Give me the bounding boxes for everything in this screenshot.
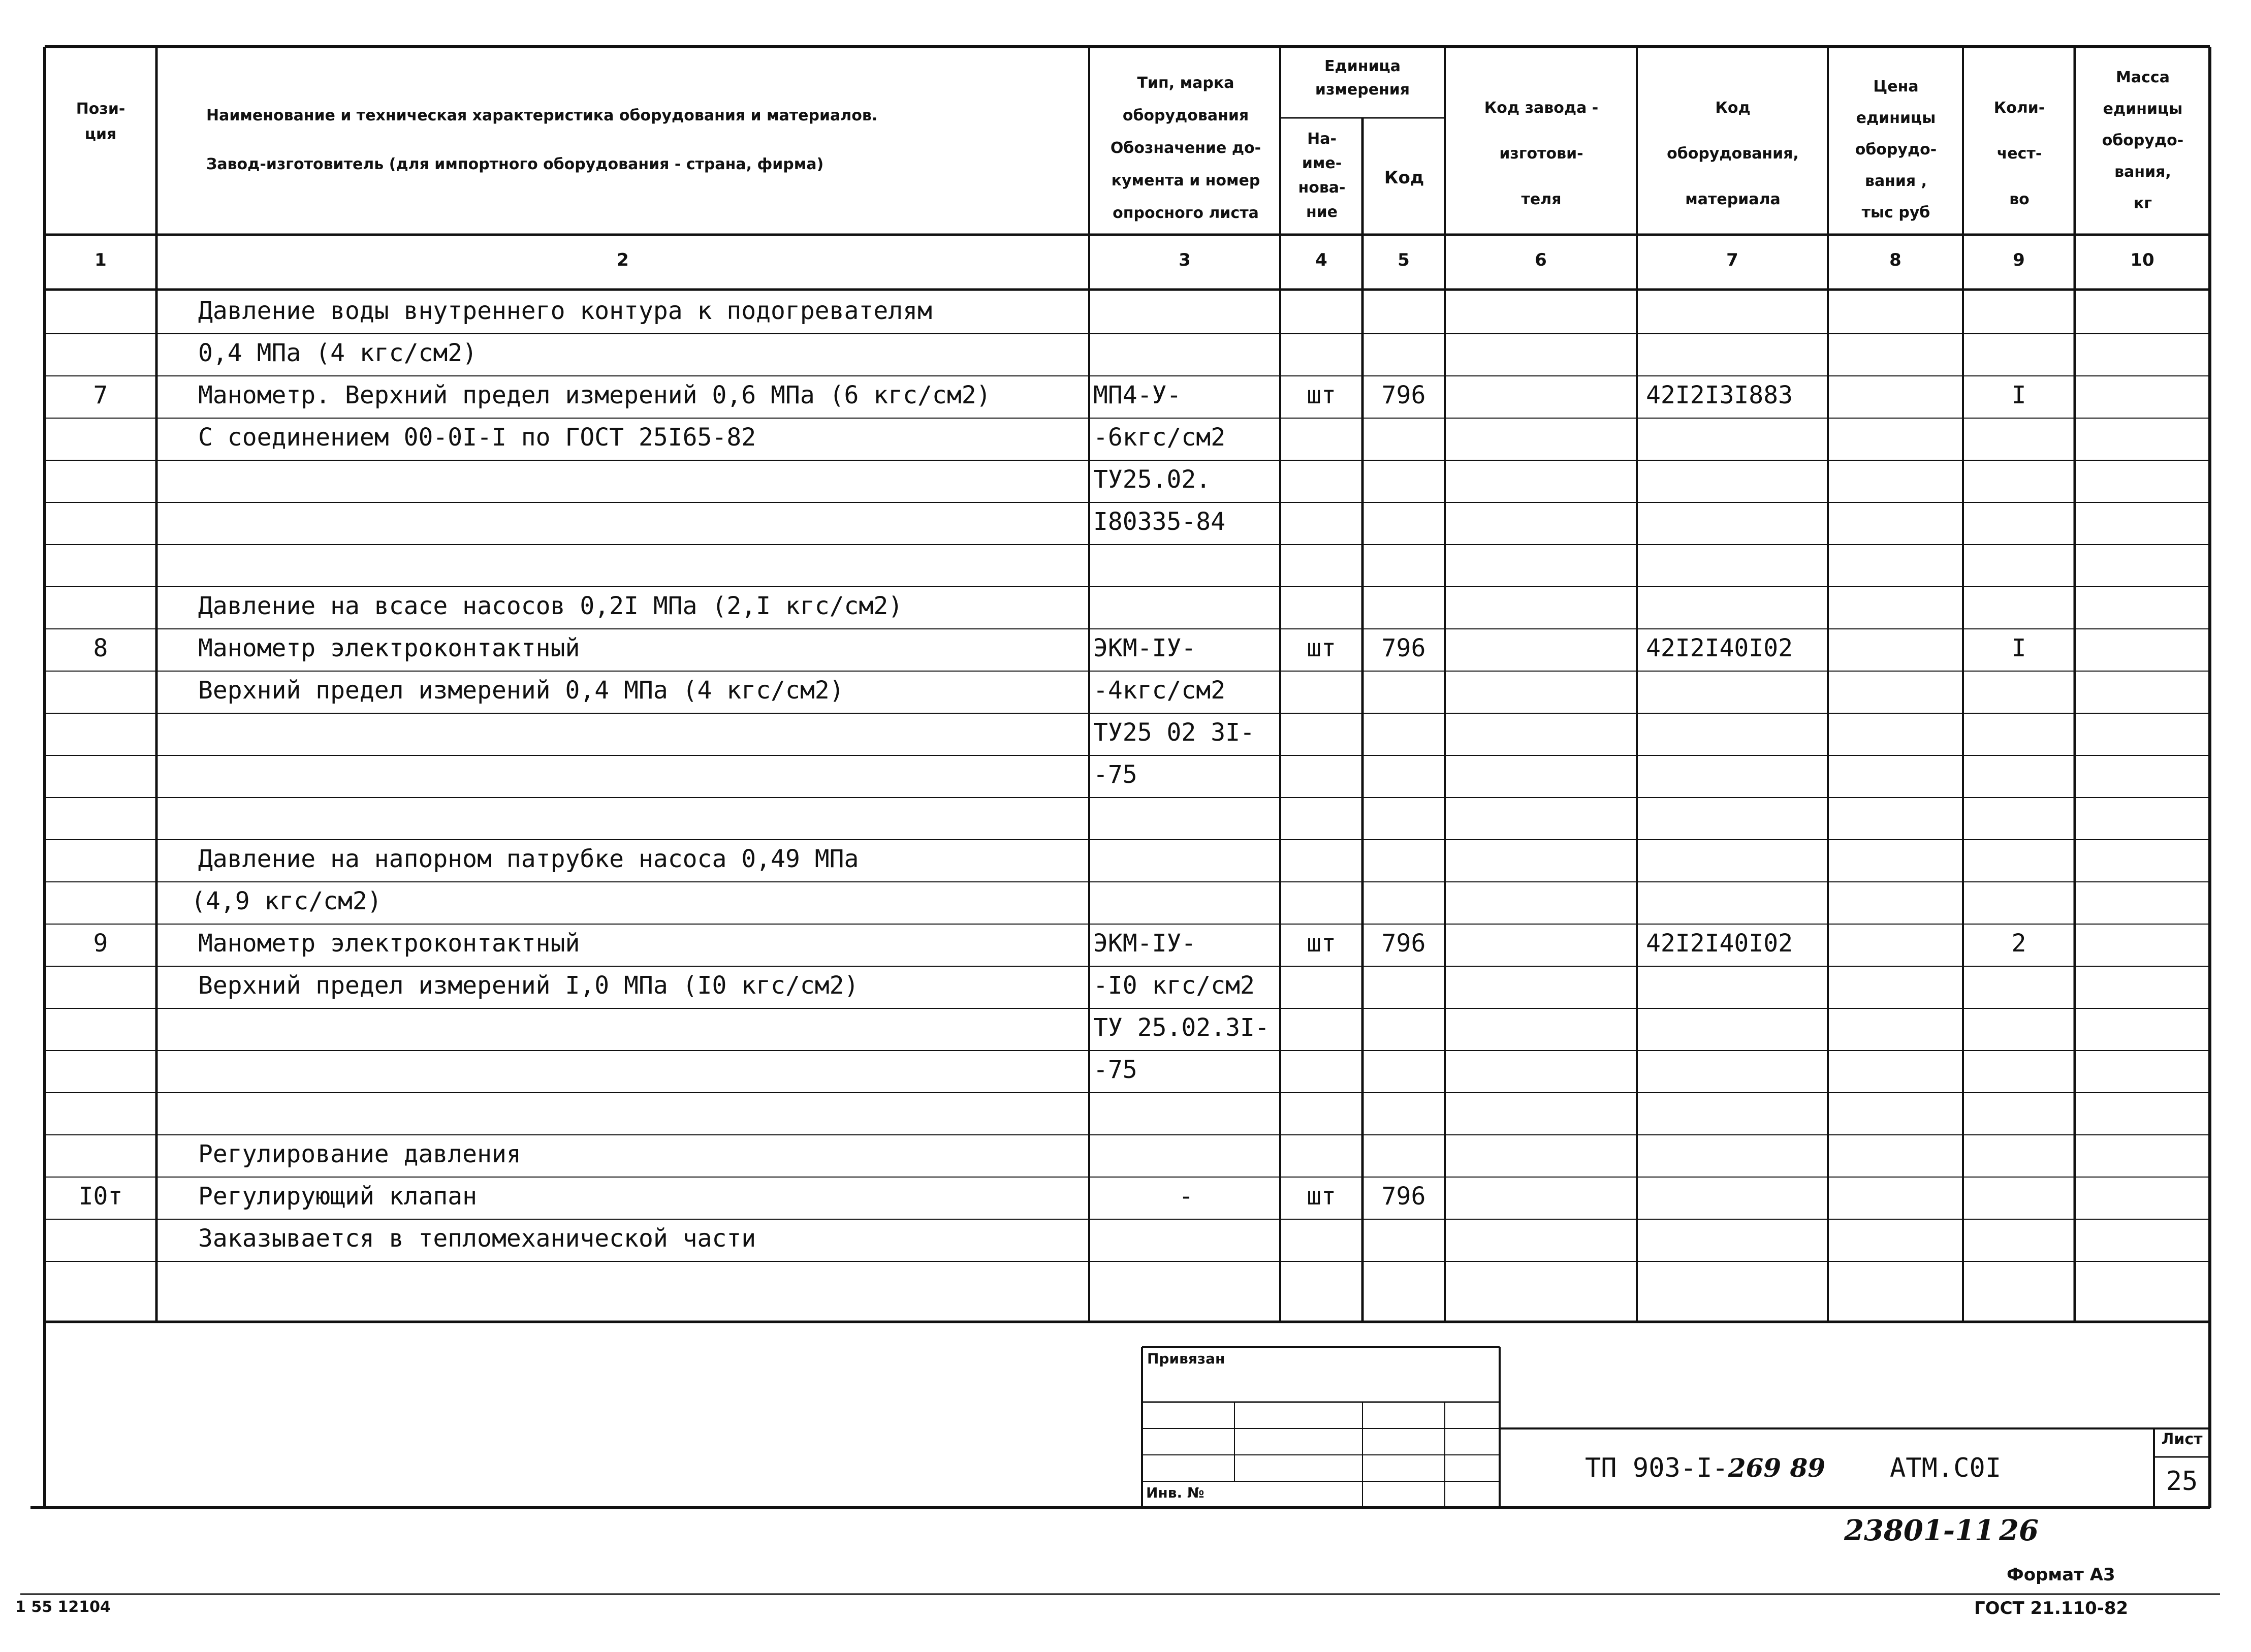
cell-name: [198, 1259, 1087, 1302]
cell-name: С соединением 00-0I-I по ГОСТ 25I65-82: [198, 423, 756, 452]
header-col-position-line2: ция: [84, 125, 117, 143]
cell-position: [45, 332, 156, 374]
stamp-document-code: ТП 903-I-: [1585, 1453, 1728, 1483]
cell-quantity: [1963, 500, 2075, 543]
cell-unit: [1280, 500, 1362, 543]
cell-position: [45, 1217, 156, 1260]
header-col-factory-line1: Код завода -: [1484, 99, 1599, 117]
cell-position: [45, 880, 156, 923]
cell-position: [45, 458, 156, 501]
cell-name: Верхний предел измерений I,0 МПа (I0 кгс/см2): [198, 971, 859, 1000]
cell-position: [45, 964, 156, 1007]
cell-unit: [1280, 880, 1362, 923]
cell-unit: шт: [1307, 381, 1336, 409]
header-col-qty-line3: во: [2009, 190, 2030, 208]
column-number: 1: [94, 250, 107, 270]
cell-name: Манометр электроконтактный: [198, 634, 580, 662]
cell-position: 8: [93, 634, 108, 662]
cell-equipment-code: [1646, 1175, 1827, 1218]
column-number: 9: [2013, 250, 2025, 270]
header-col-type-line3: Обозначение до-: [1110, 139, 1261, 157]
cell-type: [1093, 796, 1279, 838]
cell-position: [45, 669, 156, 712]
cell-quantity: [1963, 290, 2075, 332]
cell-equipment-code: 42I2I3I883: [1646, 381, 1793, 409]
header-col-type-line1: Тип, марка: [1137, 74, 1234, 92]
header-col-name-line2: Завод-изготовитель (для импортного оборудования - страна, фирма): [206, 155, 824, 173]
cell-equipment-code: [1646, 711, 1827, 754]
header-col-unit-name-line1: На-: [1307, 130, 1337, 148]
cell-position: I0т: [78, 1182, 123, 1211]
column-number: 5: [1398, 250, 1410, 270]
stamp-document-code-handwritten: 269 89: [1728, 1453, 1826, 1483]
cell-unit-code: [1362, 796, 1445, 838]
cell-unit-code: [1362, 880, 1445, 923]
cell-position: 7: [93, 381, 108, 409]
cell-unit: [1280, 585, 1362, 627]
header-col-mass-line5: кг: [2133, 195, 2152, 212]
cell-position: [45, 290, 156, 332]
cell-type: -75: [1093, 760, 1137, 789]
cell-type: [1093, 585, 1279, 627]
stamp-inventory-label: Инв. №: [1146, 1484, 1204, 1501]
cell-quantity: [1963, 964, 2075, 1007]
cell-quantity: [1963, 1049, 2075, 1091]
cell-name: Давление на напорном патрубке насоса 0,49 МПа: [198, 845, 859, 873]
header-col-name-line1: Наименование и техническая характеристика оборудования и материалов.: [206, 107, 878, 124]
cell-name: [198, 1091, 1087, 1133]
cell-equipment-code: [1646, 1217, 1827, 1260]
cell-unit: [1280, 1259, 1362, 1302]
cell-position: [45, 1259, 156, 1302]
cell-unit: [1280, 1133, 1362, 1176]
cell-type: ТУ25 02 3I-: [1093, 718, 1255, 747]
header-col-mass-line2: единицы: [2103, 100, 2183, 118]
cell-name: Давление воды внутреннего контура к подогревателям: [198, 297, 932, 325]
cell-position: [45, 1006, 156, 1049]
handwritten-page-number: 26: [1999, 1514, 2039, 1547]
cell-unit: [1280, 1049, 1362, 1091]
cell-unit: [1280, 1006, 1362, 1049]
cell-unit: [1280, 332, 1362, 374]
cell-type: -I0 кгс/см2: [1093, 971, 1255, 1000]
cell-unit: [1280, 796, 1362, 838]
cell-equipment-code: [1646, 458, 1827, 501]
cell-quantity: [1963, 543, 2075, 585]
cell-equipment-code: [1646, 585, 1827, 627]
cell-type: [1093, 332, 1279, 374]
column-number: 10: [2130, 250, 2154, 270]
cell-name: Манометр электроконтактный: [198, 929, 580, 958]
cell-unit-code: [1362, 1217, 1445, 1260]
cell-name: [198, 796, 1087, 838]
header-col-qty-line1: Коли-: [1993, 99, 2045, 117]
cell-unit: [1280, 753, 1362, 796]
cell-unit-code: 796: [1381, 929, 1426, 958]
cell-unit: шт: [1307, 634, 1336, 662]
cell-name: [198, 1006, 1087, 1049]
column-number: 6: [1535, 250, 1547, 270]
cell-unit-code: [1362, 290, 1445, 332]
cell-position: [45, 500, 156, 543]
cell-type: [1093, 1133, 1279, 1176]
header-col-factory-line3: теля: [1521, 190, 1562, 208]
header-col-mass-line3: оборудо-: [2102, 132, 2184, 149]
cell-type: [1093, 1259, 1279, 1302]
cell-quantity: [1963, 711, 2075, 754]
cell-unit: шт: [1307, 1182, 1336, 1211]
cell-unit-code: [1362, 416, 1445, 459]
cell-unit-code: [1362, 838, 1445, 880]
cell-type: [1093, 1091, 1279, 1133]
header-col-unit-name-line2: име-: [1302, 154, 1342, 172]
column-number: 2: [617, 250, 629, 270]
header-col-position-line1: Пози-: [76, 100, 125, 118]
cell-unit-code: [1362, 711, 1445, 754]
cell-quantity: [1963, 1259, 2075, 1302]
stamp-document-part: АТМ.С0I: [1890, 1453, 2002, 1483]
cell-name: Верхний предел измерений 0,4 МПа (4 кгс/см2): [198, 676, 844, 705]
stamp-sheet-label: Лист: [2161, 1431, 2203, 1448]
header-col-type-line5: опросного листа: [1113, 204, 1259, 222]
cell-unit: [1280, 1217, 1362, 1260]
cell-equipment-code: [1646, 332, 1827, 374]
cell-type: -6кгс/см2: [1093, 423, 1226, 452]
cell-quantity: [1963, 796, 2075, 838]
cell-name: Заказывается в тепломеханической части: [198, 1224, 756, 1253]
header-col-price-line4: вания ,: [1864, 172, 1927, 190]
header-col-unit-line2: измерения: [1315, 81, 1410, 99]
header-col-equipcode-line2: оборудования,: [1667, 145, 1799, 163]
cell-quantity: [1963, 880, 2075, 923]
cell-quantity: I: [2011, 381, 2026, 409]
header-col-unit-name-line3: нова-: [1298, 179, 1346, 197]
cell-name: Регулирующий клапан: [198, 1182, 478, 1211]
cell-type: ТУ 25.02.3I-: [1093, 1013, 1270, 1042]
header-col-type-line4: кумента и номер: [1111, 172, 1260, 189]
cell-unit-code: [1362, 543, 1445, 585]
cell-quantity: I: [2011, 634, 2026, 662]
cell-name: Манометр. Верхний предел измерений 0,6 МПа (6 кгс/см2): [198, 381, 991, 409]
header-col-type-line2: оборудования: [1122, 107, 1249, 124]
cell-unit: [1280, 964, 1362, 1007]
stamp-attached-label: Привязан: [1147, 1350, 1225, 1367]
cell-position: [45, 1133, 156, 1176]
cell-unit-code: [1362, 669, 1445, 712]
cell-position: [45, 585, 156, 627]
cell-unit: [1280, 1091, 1362, 1133]
cell-unit: [1280, 669, 1362, 712]
cell-unit-code: [1362, 1133, 1445, 1176]
cell-equipment-code: 42I2I40I02: [1646, 929, 1793, 958]
left-footer-code: 1 55 12104: [15, 1598, 111, 1616]
cell-equipment-code: [1646, 669, 1827, 712]
cell-equipment-code: [1646, 500, 1827, 543]
cell-position: [45, 753, 156, 796]
cell-unit: [1280, 711, 1362, 754]
cell-quantity: [1963, 838, 2075, 880]
column-number: 3: [1179, 250, 1191, 270]
cell-type: [1093, 838, 1279, 880]
cell-type: [1093, 1217, 1279, 1260]
cell-equipment-code: [1646, 416, 1827, 459]
cell-type: -: [1179, 1182, 1194, 1211]
cell-equipment-code: [1646, 880, 1827, 923]
cell-unit-code: [1362, 1091, 1445, 1133]
cell-equipment-code: [1646, 1006, 1827, 1049]
cell-unit: [1280, 838, 1362, 880]
cell-name: [198, 711, 1087, 754]
cell-quantity: 2: [2011, 929, 2026, 958]
handwritten-registration-number: 23801-11: [1844, 1514, 1994, 1547]
cell-type: ЭКМ-IУ-: [1093, 929, 1196, 958]
cell-unit-code: [1362, 1049, 1445, 1091]
header-col-price-line2: единицы: [1856, 109, 1936, 127]
cell-quantity: [1963, 1217, 2075, 1260]
cell-equipment-code: [1646, 753, 1827, 796]
cell-unit: шт: [1307, 929, 1336, 958]
cell-position: [45, 838, 156, 880]
column-number: 4: [1315, 250, 1327, 270]
header-col-factory-line2: изготови-: [1499, 145, 1583, 163]
stamp-sheet-number: 25: [2166, 1466, 2198, 1497]
cell-name: Регулирование давления: [198, 1140, 521, 1168]
cell-quantity: [1963, 416, 2075, 459]
cell-type: ТУ25.02.: [1093, 465, 1211, 494]
cell-equipment-code: [1646, 1133, 1827, 1176]
cell-position: [45, 416, 156, 459]
cell-type: МП4-У-: [1093, 381, 1182, 409]
cell-unit-code: 796: [1381, 634, 1426, 662]
cell-unit: [1280, 543, 1362, 585]
column-number: 7: [1726, 250, 1738, 270]
cell-position: [45, 1049, 156, 1091]
cell-name: [198, 543, 1087, 585]
cell-position: [45, 796, 156, 838]
cell-unit-code: [1362, 753, 1445, 796]
cell-equipment-code: [1646, 796, 1827, 838]
cell-quantity: [1963, 1091, 2075, 1133]
cell-equipment-code: [1646, 290, 1827, 332]
cell-equipment-code: [1646, 964, 1827, 1007]
header-col-equipcode-line1: Код: [1715, 99, 1751, 117]
cell-type: -75: [1093, 1056, 1137, 1084]
cell-unit-code: 796: [1381, 1182, 1426, 1211]
cell-type: ЭКМ-IУ-: [1093, 634, 1196, 662]
cell-equipment-code: [1646, 838, 1827, 880]
header-col-unit-name-line4: ние: [1306, 203, 1338, 221]
cell-name: Давление на всасе насосов 0,2I МПа (2,I кгс/см2): [198, 592, 903, 620]
cell-name: [198, 500, 1087, 543]
cell-name: [198, 753, 1087, 796]
cell-unit-code: 796: [1381, 381, 1426, 409]
cell-position: [45, 1091, 156, 1133]
cell-unit: [1280, 458, 1362, 501]
cell-quantity: [1963, 1175, 2075, 1218]
column-number: 8: [1889, 250, 1901, 270]
cell-type: [1093, 880, 1279, 923]
header-col-price-line1: Цена: [1873, 78, 1919, 96]
cell-position: [45, 543, 156, 585]
cell-position: [45, 711, 156, 754]
cell-equipment-code: [1646, 1259, 1827, 1302]
cell-type: -4кгс/см2: [1093, 676, 1226, 705]
cell-type: I80335-84: [1093, 507, 1226, 536]
cell-position: 9: [93, 929, 108, 958]
cell-quantity: [1963, 753, 2075, 796]
cell-quantity: [1963, 585, 2075, 627]
cell-equipment-code: [1646, 1091, 1827, 1133]
cell-unit-code: [1362, 332, 1445, 374]
cell-name: [198, 1049, 1087, 1091]
cell-type: [1093, 290, 1279, 332]
cell-unit-code: [1362, 1259, 1445, 1302]
cell-equipment-code: [1646, 543, 1827, 585]
header-col-equipcode-line3: материала: [1685, 190, 1781, 208]
cell-unit-code: [1362, 585, 1445, 627]
sheet-format: Формат А3: [2007, 1565, 2115, 1585]
cell-quantity: [1963, 332, 2075, 374]
cell-unit-code: [1362, 458, 1445, 501]
cell-type: [1093, 543, 1279, 585]
cell-unit-code: [1362, 1006, 1445, 1049]
cell-unit-code: [1362, 500, 1445, 543]
cell-quantity: [1963, 1006, 2075, 1049]
gost-reference: ГОСТ 21.110-82: [1974, 1598, 2129, 1618]
header-col-unit-code: Код: [1384, 168, 1424, 188]
header-col-price-line3: оборудо-: [1855, 141, 1937, 158]
header-col-mass-line1: Масса: [2116, 69, 2170, 86]
cell-name: (4,9 кгс/см2): [191, 887, 382, 915]
cell-unit-code: [1362, 964, 1445, 1007]
header-col-unit-line1: Единица: [1324, 57, 1401, 75]
cell-name: 0,4 МПа (4 кгс/см2): [198, 339, 478, 367]
header-col-mass-line4: вания,: [2114, 163, 2171, 181]
cell-quantity: [1963, 669, 2075, 712]
header-col-price-line5: тыс руб: [1861, 204, 1930, 221]
cell-unit: [1280, 290, 1362, 332]
header-col-qty-line2: чест-: [1996, 145, 2042, 163]
cell-quantity: [1963, 1133, 2075, 1176]
cell-quantity: [1963, 458, 2075, 501]
cell-equipment-code: 42I2I40I02: [1646, 634, 1793, 662]
cell-equipment-code: [1646, 1049, 1827, 1091]
cell-name: [198, 458, 1087, 501]
cell-unit: [1280, 416, 1362, 459]
